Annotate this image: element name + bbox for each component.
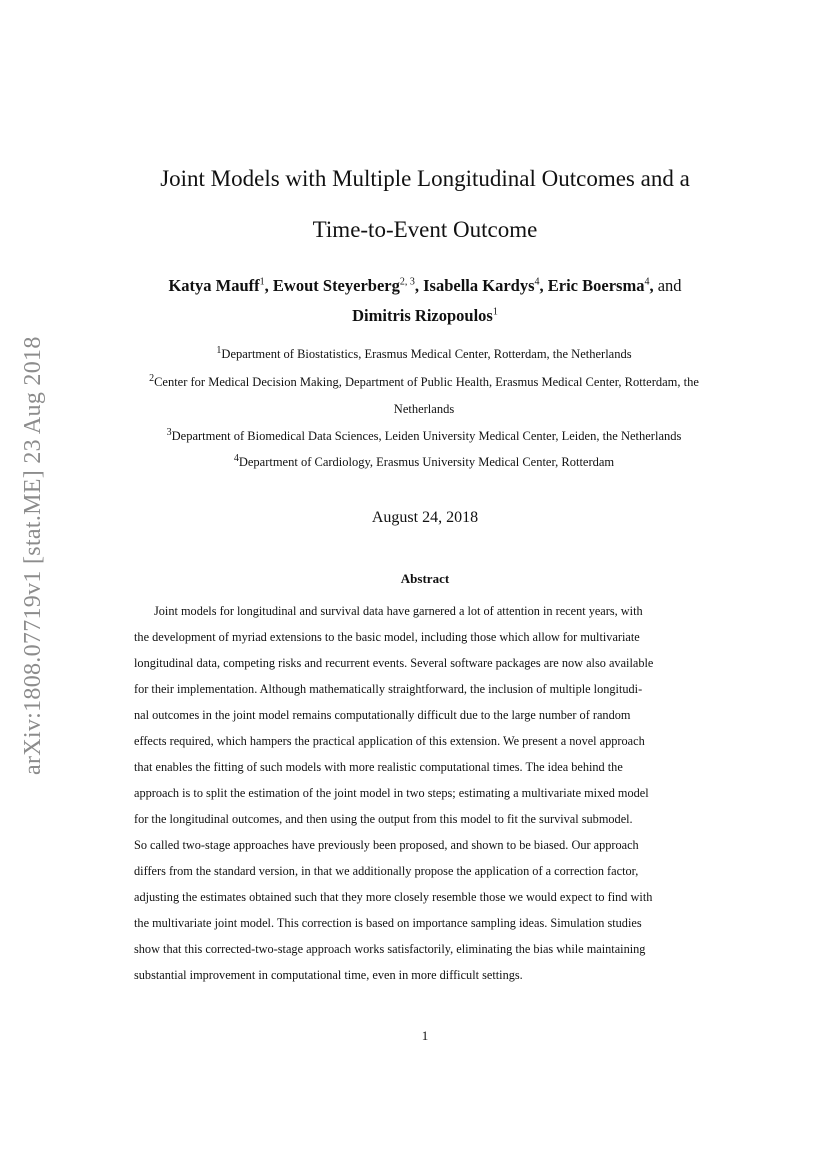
author-affiliation-mark: 4	[644, 276, 650, 288]
author-name: Eric Boersma	[547, 276, 645, 295]
author-affiliation-mark: 1	[492, 306, 498, 318]
author-name: Isabella Kardys	[423, 276, 535, 295]
abstract-line: substantial improvement in computational time, even in more difficult settings.	[134, 968, 523, 982]
affiliation-2: $^2$Center for Medical Decision Making, Department of Public Health, Erasmus Medical Center, Rotterdam, the	[149, 372, 699, 389]
abstract-line: for the longitudinal outcomes, and then using the output from this model to fit the survival submodel.	[134, 812, 633, 826]
abstract-line: adjusting the estimates obtained such that they more closely resemble those we would expect to find with	[134, 890, 653, 904]
author-name: Ewout Steyerberg	[272, 276, 400, 295]
author-list-line-2	[100, 306, 750, 326]
author-name: Katya Mauff	[168, 276, 260, 295]
author-affiliation-mark: 1	[259, 276, 265, 288]
abstract-line: that enables the fitting of such models with more realistic computational times. The idea behind the	[134, 760, 623, 774]
affiliation-3: $^3$Department of Biomedical Data Sciences, Leiden University Medical Center, Leiden, the Netherlands	[166, 426, 682, 443]
author-name: Dimitris Rizopoulos	[352, 306, 493, 325]
page-number: 1	[421, 1028, 429, 1043]
abstract-line: the multivariate joint model. This correction is based on importance sampling ideas. Simulation studies	[134, 916, 642, 930]
abstract-line: differs from the standard version, in that we additionally propose the application of a correction factor,	[134, 864, 639, 878]
affiliation-1: $^1$Department of Biostatistics, Erasmus Medical Center, Rotterdam, the Netherlands	[216, 344, 632, 361]
abstract-line: longitudinal data, competing risks and recurrent events. Several software packages are now also available	[134, 656, 654, 670]
abstract-line: So called two-stage approaches have previously been proposed, and shown to be biased. Our approach	[134, 838, 639, 852]
abstract-line: nal outcomes in the joint model remains computationally difficult due to the large number of random	[134, 708, 631, 722]
abstract-line: approach is to split the estimation of the joint model in two steps; estimating a multivariate mixed model	[134, 786, 649, 800]
abstract-line: effects required, which hampers the practical application of this extension. We present a novel approach	[134, 734, 645, 748]
abstract-line: the development of myriad extensions to the basic model, including those which allow for multivariate	[134, 630, 640, 644]
author-affiliation-mark: 4	[534, 276, 540, 288]
abstract-line: for their implementation. Although mathematically straightforward, the inclusion of multiple longitudi-	[134, 682, 643, 696]
paper-title-line-1: Joint Models with Multiple Longitudinal Outcomes and a	[160, 166, 690, 191]
abstract-line: Joint models for longitudinal and survival data have garnered a lot of attention in recent years, with	[154, 604, 643, 618]
author-conjunction: and	[657, 276, 682, 295]
paper-date: August 24, 2018	[371, 509, 479, 526]
author-list-line-1: Katya Mauff$^1$, Ewout Steyerberg$^{2, 3}$, Isabella Kardys$^4$, Eric Boersma$^4$, and	[168, 276, 682, 295]
paper-title-line-2: Time-to-Event Outcome	[312, 217, 538, 242]
affiliation-2-continued: Netherlands	[393, 402, 455, 416]
abstract-heading: Abstract	[400, 571, 450, 586]
author-affiliation-mark: 2, 3	[399, 276, 415, 288]
arxiv-identifier: arXiv:1808.07719v1 [stat.ME] 23 Aug 2018	[20, 336, 46, 775]
abstract-line: show that this corrected-two-stage approach works satisfactorily, eliminating the bias while maintaining	[134, 942, 646, 956]
affiliation-4: $^4$Department of Cardiology, Erasmus University Medical Center, Rotterdam	[233, 452, 615, 469]
